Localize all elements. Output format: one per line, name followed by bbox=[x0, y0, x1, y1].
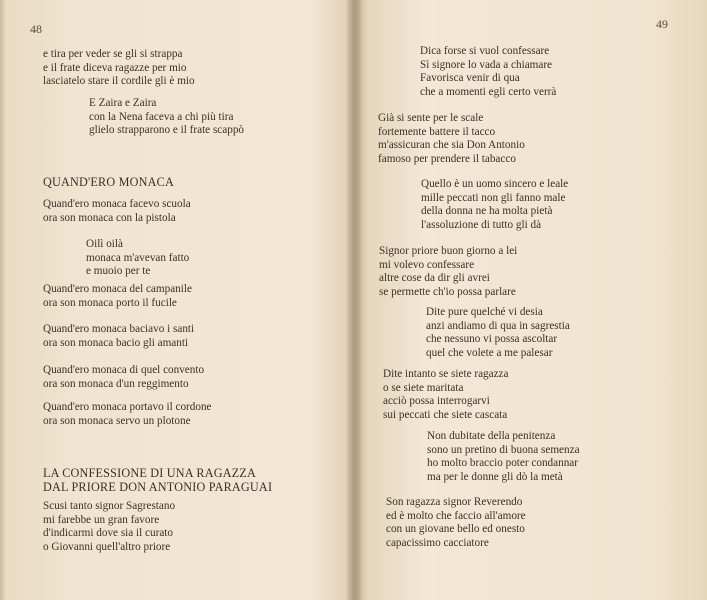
verse-line: Non dubitate della penitenza bbox=[427, 430, 556, 442]
verse-line: Son ragazza signor Reverendo bbox=[386, 496, 523, 508]
verse-line: capacissimo cacciatore bbox=[386, 536, 489, 549]
verse-line: famoso per prendere il tabacco bbox=[378, 152, 516, 165]
verse-line: della donna ne ha molta pietà bbox=[421, 205, 553, 218]
verse-line: l'assoluzione di tutto gli dà bbox=[421, 218, 542, 231]
verse-line: fortemente battere il tacco bbox=[378, 125, 496, 138]
verse-line: con la Nena faceva a chi più tira bbox=[89, 110, 234, 123]
verse-line: ora son monaca servo un plotone bbox=[43, 414, 191, 427]
verse-line: Favorisca venir di qua bbox=[420, 72, 520, 85]
verse-line: Dica forse si vuol confessare bbox=[420, 45, 550, 57]
verse-line: E Zaira e Zaira bbox=[89, 97, 157, 109]
verse-line: con un giovane bello ed onesto bbox=[386, 523, 525, 536]
right-page bbox=[356, 0, 707, 600]
stanza bbox=[426, 306, 570, 360]
verse-line: che a momenti egli certo verrà bbox=[420, 85, 557, 98]
verse-line: Quand'ero monaca baciavo i santi bbox=[43, 323, 195, 335]
section-heading bbox=[43, 175, 174, 189]
stanza bbox=[386, 496, 526, 550]
stanza bbox=[427, 430, 580, 484]
verse-line: acciò possa interrogarvi bbox=[383, 395, 490, 408]
stanza bbox=[421, 178, 568, 232]
verse-line: ho molto braccio poter condannar bbox=[427, 457, 578, 470]
stanza bbox=[379, 245, 517, 299]
verse-line: e muoio per te bbox=[86, 265, 151, 278]
verse-line: Sì signore lo vada a chiamare bbox=[420, 58, 553, 71]
verse-line: anzi andiamo di qua in sagrestia bbox=[426, 319, 570, 332]
verse-line: che nessuno vi possa ascoltar bbox=[426, 333, 558, 346]
verse-line: sono un pretino di buona semenza bbox=[427, 443, 580, 456]
stanza bbox=[43, 364, 204, 391]
verse-line: sui peccati che siete cascata bbox=[383, 408, 508, 421]
verse-line: mi farebbe un gran favore bbox=[43, 513, 160, 526]
verse-line: lasciatelo stare il cordile gli è mio bbox=[43, 75, 195, 88]
verse-line: monaca m'avevan fatto bbox=[86, 251, 190, 264]
verse-line: o Giovanni quell'altro priore bbox=[43, 540, 171, 553]
verse-line: Oilì oilà bbox=[86, 238, 123, 250]
stanza bbox=[378, 112, 525, 166]
verse-line: se permette ch'io possa parlare bbox=[379, 285, 516, 298]
verse-line: glielo strapparono e il frate scappò bbox=[89, 124, 245, 137]
stanza bbox=[43, 500, 175, 554]
verse-line: Dite pure quelché vi desia bbox=[426, 306, 543, 318]
left-page bbox=[0, 0, 352, 600]
verse-line: Signor priore buon giorno a lei bbox=[379, 245, 518, 257]
verse-line: o se siete maritata bbox=[383, 381, 464, 394]
heading-line: DAL PRIORE DON ANTONIO PARAGUAI bbox=[43, 480, 273, 494]
page-number-right: 49 bbox=[656, 17, 668, 31]
stanza bbox=[43, 198, 191, 225]
page-number-left: 48 bbox=[30, 22, 42, 36]
verse-line: m'assicuran che sia Don Antonio bbox=[378, 139, 525, 152]
verse-line: mi volevo confessare bbox=[379, 258, 475, 271]
verse-line: Quand'ero monaca di quel convento bbox=[43, 364, 205, 376]
verse-line: ed è molto che faccio all'amore bbox=[386, 509, 526, 522]
verse-line: Già si sente per le scale bbox=[378, 112, 484, 124]
verse-line: ora son monaca con la pistola bbox=[43, 211, 176, 224]
verse-line: e tira per veder se gli si strappa bbox=[43, 48, 183, 60]
stanza bbox=[86, 238, 189, 279]
verse-line: ora son monaca d'un reggimento bbox=[43, 377, 189, 390]
verse-line: altre cose da dir gli avrei bbox=[379, 272, 490, 285]
verse-line: Quand'ero monaca del campanile bbox=[43, 283, 192, 295]
stanza bbox=[43, 283, 192, 310]
verse-line: d'indicarmi dove sia il curato bbox=[43, 527, 174, 540]
heading-line: LA CONFESSIONE DI UNA RAGAZZA bbox=[43, 466, 256, 480]
verse-line: ma per le donne gli dò la metà bbox=[427, 470, 563, 483]
verse-line: Scusi tanto signor Sagrestano bbox=[43, 500, 176, 512]
stanza bbox=[43, 48, 195, 89]
stanza bbox=[420, 45, 556, 99]
heading-line: QUAND'ERO MONACA bbox=[43, 175, 174, 189]
verse-line: quel che volete a me palesar bbox=[426, 346, 553, 359]
verse-line: Quand'ero monaca facevo scuola bbox=[43, 198, 191, 210]
verse-line: mille peccati non gli fanno male bbox=[421, 191, 566, 204]
stanza bbox=[43, 323, 194, 350]
verse-line: Dite intanto se siete ragazza bbox=[383, 368, 509, 380]
section-heading bbox=[43, 466, 272, 494]
stanza bbox=[43, 401, 212, 428]
verse-line: Quand'ero monaca portavo il cordone bbox=[43, 401, 212, 413]
stanza bbox=[383, 368, 509, 422]
stanza bbox=[89, 97, 244, 138]
verse-line: ora son monaca bacio gli amanti bbox=[43, 336, 189, 349]
verse-line: e il frate diceva ragazze per mio bbox=[43, 61, 187, 74]
verse-line: ora son monaca porto il fucile bbox=[43, 296, 177, 309]
verse-line: Quello è un uomo sincero e leale bbox=[421, 178, 569, 190]
